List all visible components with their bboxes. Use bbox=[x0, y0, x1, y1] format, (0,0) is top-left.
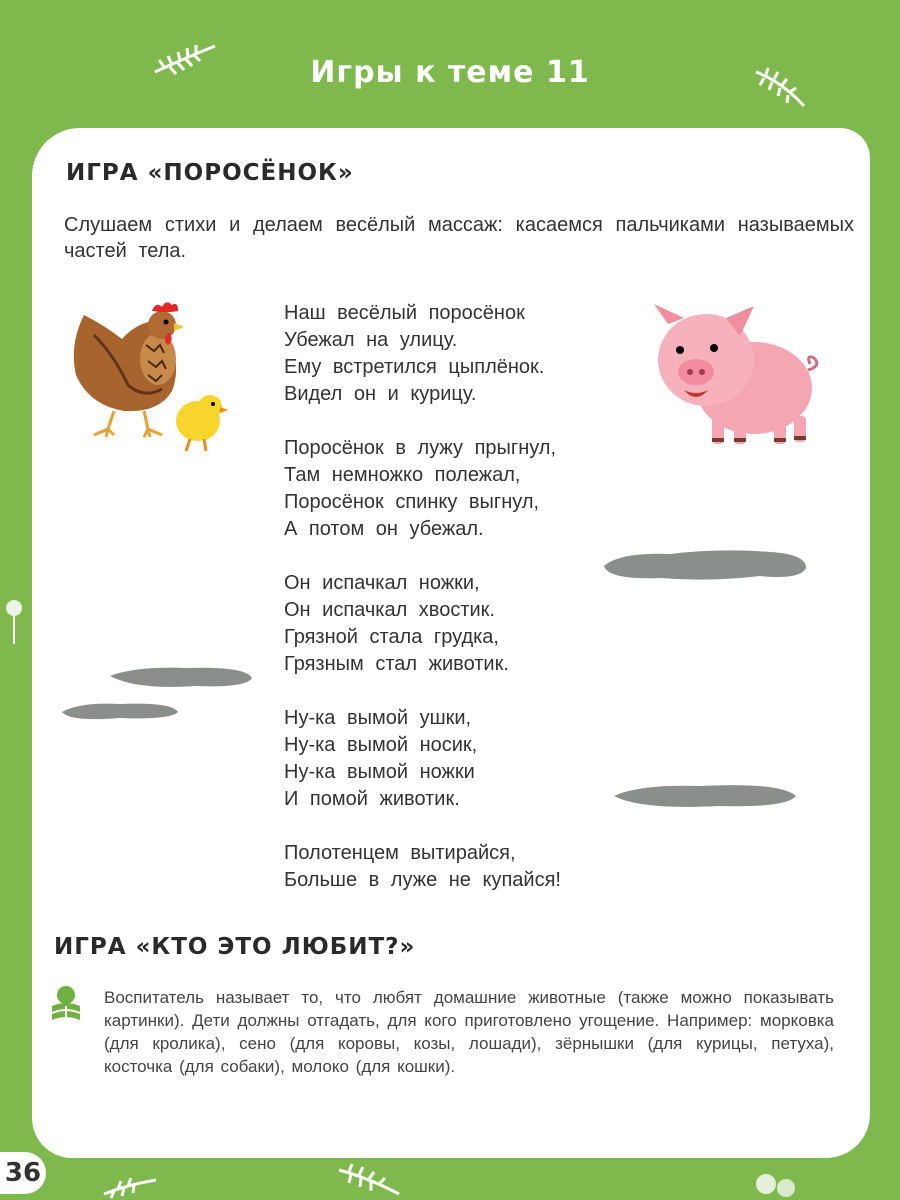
hen-icon bbox=[64, 295, 234, 455]
poem-line: Грязным стал животик. bbox=[284, 653, 509, 675]
poem-line: Видел он и курицу. bbox=[284, 383, 477, 405]
puddle-icon bbox=[106, 664, 256, 690]
poem-line: Грязной стала грудка, bbox=[284, 626, 499, 648]
game2-text: Воспитатель называет то, что любят домашние животные (также можно показывать картинки). Дети должны отгадать, для кого приготовлено угощение. Например: морковка (для кролика), сено (для коровы, козы, лошади), зёрнышки (для курицы, петуха), косточка (для собаки), молоко (для кошки). bbox=[104, 988, 834, 1076]
poem-line: Наш весёлый поросёнок bbox=[284, 302, 525, 324]
poem bbox=[284, 300, 644, 921]
poem-line: Он испачкал хвостик. bbox=[284, 599, 495, 621]
poem-line: Ну-ка вымой носик, bbox=[284, 734, 478, 756]
poem-line: Ну-ка вымой ножки bbox=[284, 761, 475, 783]
game1-title: ИГРА «ПОРОСЁНОК» bbox=[66, 160, 354, 186]
poem-line: Больше в луже не купайся! bbox=[284, 869, 561, 891]
poem-stanza bbox=[284, 840, 644, 894]
poem-line: И помой животик. bbox=[284, 788, 460, 810]
poem-line: Поросёнок в лужу прыгнул, bbox=[284, 437, 557, 459]
page-number: 36 bbox=[0, 1152, 46, 1194]
poem-line: Поросёнок спинку выгнул, bbox=[284, 491, 540, 513]
leaf-icon bbox=[100, 1176, 160, 1200]
teacher-note-icon bbox=[48, 982, 84, 1022]
poem-stanza bbox=[284, 435, 644, 543]
poem-line: Ну-ка вымой ушки, bbox=[284, 707, 472, 729]
puddle-icon bbox=[610, 780, 800, 812]
poem-line: Ему встретился цыплёнок. bbox=[284, 356, 545, 378]
poem-line: Там немножко полежал, bbox=[284, 464, 521, 486]
leaf-icon bbox=[335, 1160, 405, 1198]
puddle-icon bbox=[60, 700, 180, 722]
game2-title: ИГРА «КТО ЭТО ЛЮБИТ?» bbox=[54, 934, 416, 960]
pig-icon bbox=[644, 300, 834, 450]
leaf-icon bbox=[752, 1168, 802, 1200]
puddle-icon bbox=[600, 546, 810, 586]
poem-line: Полотенцем вытирайся, bbox=[284, 842, 516, 864]
poem-stanza bbox=[284, 570, 644, 678]
poem-line: А потом он убежал. bbox=[284, 518, 484, 540]
poem-line: Убежал на улицу. bbox=[284, 329, 458, 351]
leaf-icon bbox=[2, 596, 26, 646]
game1-intro: Слушаем стихи и делаем весёлый массаж: касаемся пальчиками называемых частей тела. bbox=[64, 214, 854, 262]
poem-stanza bbox=[284, 705, 644, 813]
poem-stanza bbox=[284, 300, 644, 408]
poem-line: Он испачкал ножки, bbox=[284, 572, 480, 594]
page-header-title: Игры к теме 11 bbox=[310, 55, 590, 90]
